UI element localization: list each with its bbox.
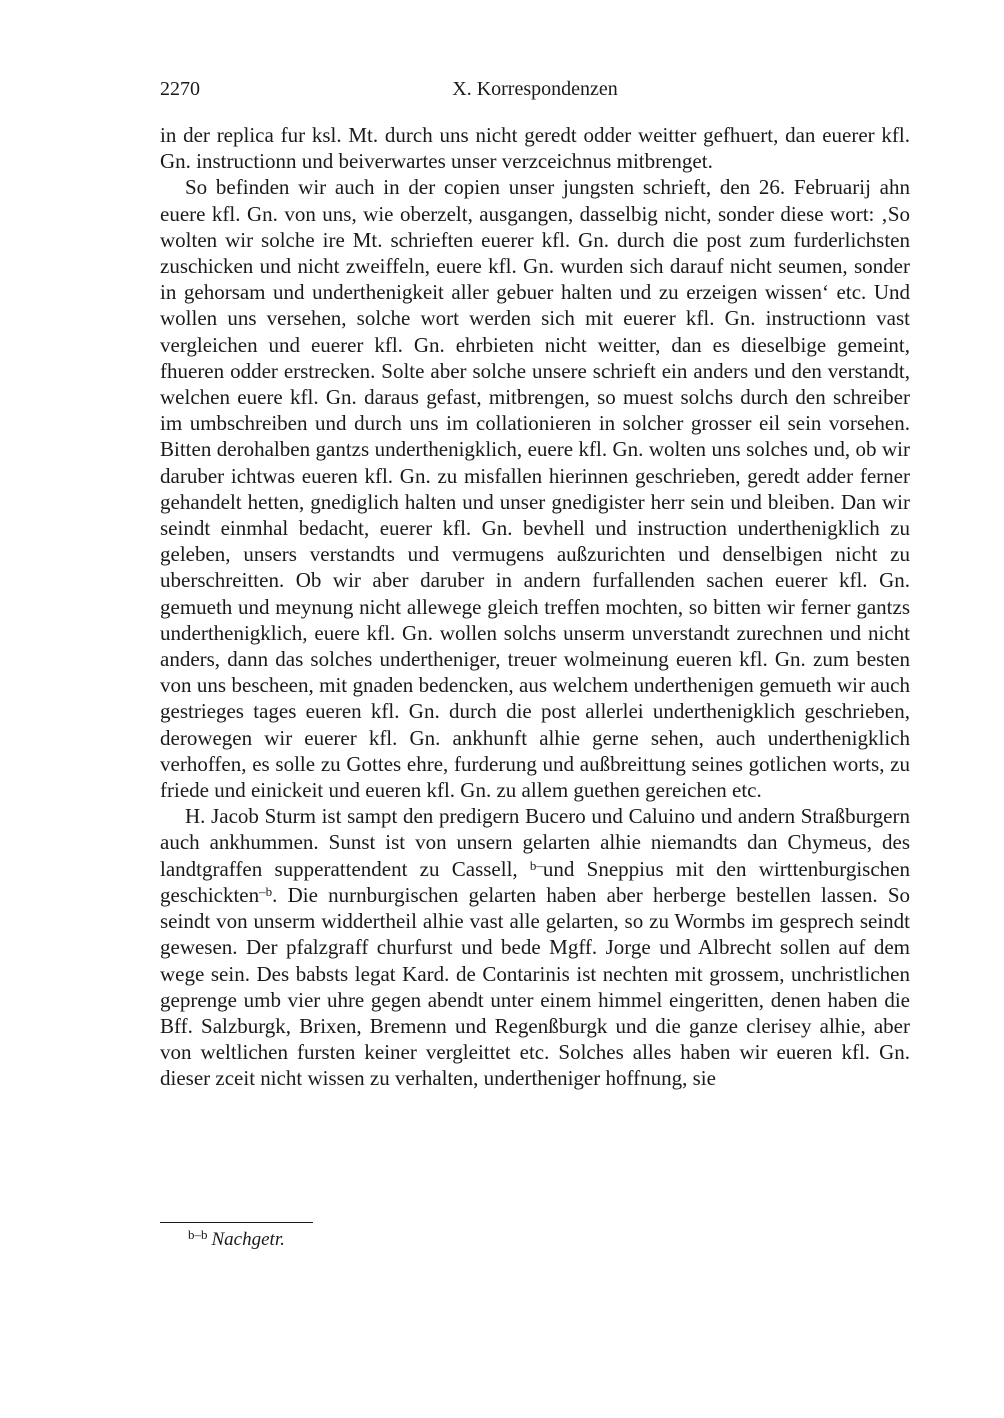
paragraph-text: So befinden wir auch in der copien unser jungsten schrieft, den 26. Februarij ahn euere kfl. Gn. von uns, wie oberzelt, ausgangen, dasselbig nicht, sonder diese wort: ‚So wolten wir solche ire Mt. schrieften euerer kfl. Gn. durch die post zum furderlichsten zuschicken und nicht zweiffeln, euere kfl. Gn. wurden sich darauf nicht seumen, sonder in gehorsam und underthenigkeit aller gebuer halten und zu erzeigen wissen‘ etc. Und wollen uns versehen, solche wort werden sich mit euerer kfl. Gn. instructionn vast vergleichen und euerer kfl. Gn. ehrbieten nicht weitter, dan es dieselbige gemeint, fhueren odder erstrecken. Solte aber solche unsere schrieft ein anders und den verstandt, welchen euere kfl. Gn. daraus gefast, mitbrengen, so muest solchs durch den schreiber im umbschreiben und durch uns im collationieren in solcher grosser eil sein vorsehen. Bitten derohalben gantzs underthenigklich, euere kfl. Gn. wolten uns solches und, ob wir daruber ichtwas eueren kfl. Gn. zu misfallen hierinnen geschrieben, geredt adder ferner gehandelt hetten, gnediglich halten und unser gnedigister herr sein und bleiben. Dan wir seindt einmhal bedacht, euerer kfl. Gn. bevhell und instruction underthenigklich zu geleben, unsers verstandts und vermugens außzurichten und denselbigen nicht zu uberschreitten. Ob wir aber daruber in andern furfallenden sachen euerer kfl. Gn. gemueth und meynung nicht allewege gleich treffen mochten, so bitten wir ferner gantzs underthenigklich, euere kfl. Gn. wollen solchs unserm unverstandt zurechnen und nicht anders, dann das solches undertheniger, treuer wolmeinung eueren kfl. Gn. zum besten von uns bescheen, mit gnaden bedencken, aus welchem underthenigen gemueth wir auch gestrieges tages eueren kfl. Gn. durch die post allerlei underthenigklich geschrieben, derowegen wir euerer kfl. Gn. ankhunft alhie gerne sehen, auch underthenigklich verhoffen, es solle zu Gottes ehre, furderung und außbreittung seines gotlichen worts, zu friede und einickeit und eueren kfl. Gn. zu allem guethen gereichen etc. <box>160 175 910 803</box>
page-number: 2270 <box>160 78 200 100</box>
footnote-mark: b–b <box>188 1227 208 1242</box>
paragraph-continuation <box>160 122 910 174</box>
section-title: X. Korrespondenzen <box>452 78 618 100</box>
page <box>160 78 910 1092</box>
footnote <box>188 1228 285 1252</box>
running-head <box>160 78 910 108</box>
paragraph-text: in der replica fur ksl. Mt. durch uns nicht geredt odder weitter gefhuert, dan euerer kfl. Gn. instructionn und beiverwartes unser verzceichnus mitbrenget. <box>160 123 910 174</box>
paragraph-copien <box>160 174 910 803</box>
note-marker-open: b– <box>529 857 543 873</box>
paragraph-text: . Die nurnburgischen gelarten haben aber herberge bestellen lassen. So seindt von unserm widdertheil alhie vast alle gelarten, so zu Wormbs im gesprech seindt gewesen. Der pfalzgraff churfurst und bede Mgff. Jorge und Albrecht sollen auf dem wege sein. Des babsts legat Kard. de Contarinis ist nechten mit grossem, unchristlichen geprenge umb vier uhre gegen abendt unter einem himmel eingeritten, denen haben die Bff. Salzburgk, Brixen, Bremenn und Regenßburgk und die ganze clerisey alhie, aber von weltlichen fursten keiner vergleittet etc. Solches alles haben wir eueren kfl. Gn. dieser zceit nicht wissen zu verhalten, undertheniger hoffnung, sie <box>160 882 910 1091</box>
footnote-divider <box>160 1222 313 1223</box>
paragraph-sturm <box>160 803 910 1091</box>
footnote-text: Nachgetr. <box>211 1229 285 1250</box>
body-text <box>160 122 910 1092</box>
paragraph-text-annotated: und Sneppius mit den wirttenburgischen geschickten <box>160 856 910 907</box>
note-marker-close: –b <box>259 883 273 899</box>
paragraph-text: H. Jacob Sturm ist sampt den predigern Bucero und Caluino und andern Straßburgern auch ankhummen. Sunst ist von unsern gelarten alhie niemandts dan Chymeus, des landtgraffen supperattendent zu Cassell, <box>160 804 910 881</box>
